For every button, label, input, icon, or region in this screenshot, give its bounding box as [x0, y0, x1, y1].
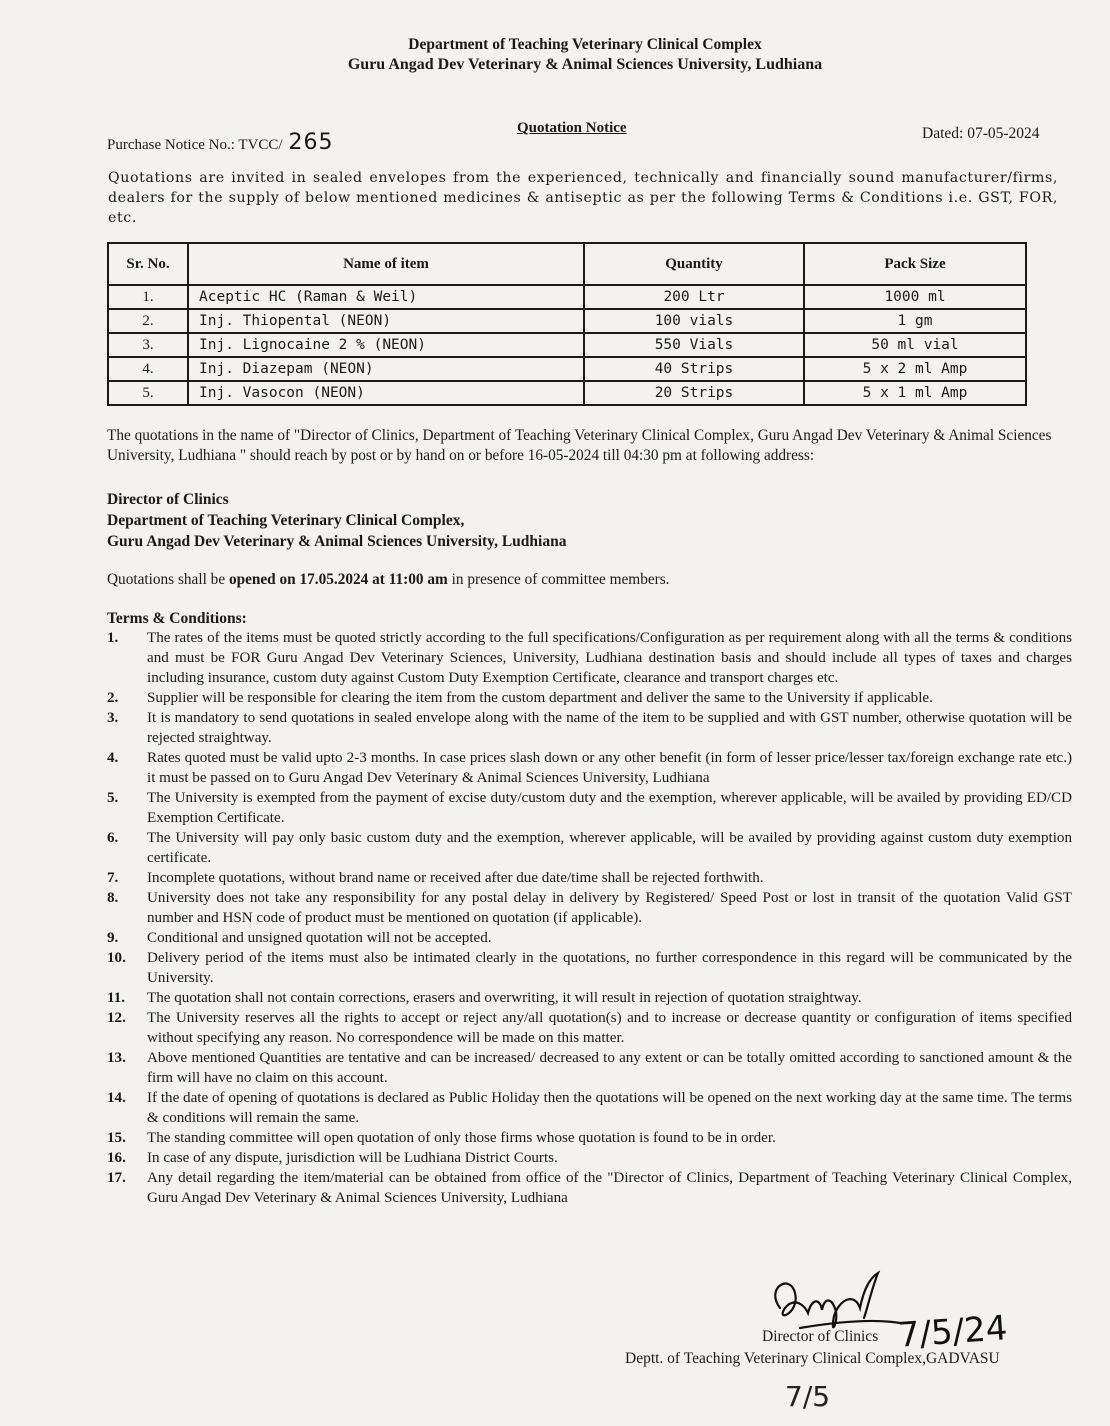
cell-sr: 3. [108, 333, 188, 357]
term-item [107, 888, 1072, 928]
term-text: Incomplete quotations, without brand name or received after due date/time shall be rejected forthwith. [147, 870, 764, 886]
cell-quantity: 40 Strips [584, 357, 804, 381]
col-header-quantity: Quantity [584, 243, 804, 285]
term-text: Delivery period of the items must also be intimated clearly in the quotations, no further correspondence in this regard will be communicated by the University. [147, 950, 1072, 986]
term-number: 2. [107, 690, 119, 706]
term-text: The University is exempted from the payment of excise duty/custom duty and the exemption, wherever applicable, will be availed by providing ED/CD Exemption Certificate. [147, 790, 1072, 826]
term-text: It is mandatory to send quotations in sealed envelope along with the name of the item to be supplied and with GST number, otherwise quotation will be rejected straightway. [147, 710, 1072, 746]
term-number: 12. [107, 1010, 126, 1026]
cell-sr: 4. [108, 357, 188, 381]
header-department: Department of Teaching Veterinary Clinical Complex [408, 36, 762, 53]
cell-pack-size: 5 x 2 ml Amp [804, 357, 1026, 381]
term-item [107, 1168, 1072, 1208]
term-item [107, 688, 1072, 708]
term-item [107, 748, 1072, 788]
term-text: The University will pay only basic custom duty and the exemption, wherever applicable, will be availed by providing against custom duty exemption certificate. [147, 830, 1072, 866]
address-line-1: Director of Clinics [107, 491, 229, 508]
term-text: In case of any dispute, jurisdiction will be Ludhiana District Courts. [147, 1150, 558, 1166]
cell-pack-size: 5 x 1 ml Amp [804, 381, 1026, 405]
intro-paragraph: Quotations are invited in sealed envelopes from the experienced, technically and financially sound manufacturer/firms, dealers for the supply of below mentioned medicines & antiseptic as per the following Terms & Conditions i.e. GST, FOR, etc. [108, 170, 1058, 226]
term-item [107, 1008, 1072, 1048]
notice-title: Quotation Notice [517, 120, 627, 136]
term-text: Supplier will be responsible for clearing the item from the custom department and deliver the same to the University if applicable. [147, 690, 933, 706]
cell-pack-size: 50 ml vial [804, 333, 1026, 357]
term-item [107, 988, 1072, 1008]
term-item [107, 1088, 1072, 1128]
term-item [107, 828, 1072, 868]
term-item [107, 708, 1072, 748]
term-number: 16. [107, 1150, 126, 1166]
term-number: 10. [107, 950, 126, 966]
term-number: 17. [107, 1170, 126, 1186]
cell-name: Inj. Vasocon (NEON) [188, 381, 584, 405]
notice-date: Dated: 07-05-2024 [922, 125, 1040, 142]
notice-number-handwritten: 265 [288, 130, 334, 155]
term-number: 1. [107, 630, 119, 646]
cell-name: Inj. Thiopental (NEON) [188, 309, 584, 333]
term-text: If the date of opening of quotations is declared as Public Holiday then the quotations will be opened on the next working day at the same time. The terms & conditions will remain the same. [147, 1090, 1072, 1126]
cell-quantity: 100 vials [584, 309, 804, 333]
term-number: 15. [107, 1130, 126, 1146]
table-header-row [108, 243, 1026, 285]
cell-name: Inj. Diazepam (NEON) [188, 357, 584, 381]
term-number: 3. [107, 710, 119, 726]
col-header-sr: Sr. No. [108, 243, 188, 285]
term-number: 9. [107, 930, 119, 946]
table-row [108, 309, 1026, 333]
cell-quantity: 20 Strips [584, 381, 804, 405]
term-text: Conditional and unsigned quotation will not be accepted. [147, 930, 492, 946]
handwritten-note: 7/5 [785, 1380, 831, 1413]
term-number: 11. [107, 990, 126, 1006]
opening-post: in presence of committee members. [447, 571, 670, 588]
term-item [107, 1048, 1072, 1088]
items-table [107, 242, 1027, 406]
term-item [107, 1128, 1072, 1148]
term-number: 6. [107, 830, 119, 846]
table-row [108, 285, 1026, 309]
signatory-title: Director of Clinics [762, 1328, 879, 1345]
term-text: University does not take any responsibility for any postal delay in delivery by Registered/ Speed Post or lost in transit of the quotation Valid GST number and HSN code of product must be mentioned on quotation (if applicable). [147, 890, 1072, 926]
term-number: 4. [107, 750, 119, 766]
terms-list [107, 628, 1072, 1208]
term-number: 14. [107, 1090, 126, 1106]
cell-quantity: 550 Vials [584, 333, 804, 357]
term-text: Any detail regarding the item/material can be obtained from office of the "Director of Clinics, Department of Teaching Veterinary Clinical Complex, Guru Angad Dev Veterinary & Animal Sciences University, Ludhiana [147, 1170, 1072, 1206]
term-number: 7. [107, 870, 119, 886]
term-text: The University reserves all the rights to accept or reject any/all quotation(s) and to increase or decrease quantity or configuration of items specified without specifying any reason. No correspondence will be made on this matter. [147, 1010, 1072, 1046]
cell-sr: 1. [108, 285, 188, 309]
address-line-2: Department of Teaching Veterinary Clinical Complex, [107, 512, 465, 529]
cell-pack-size: 1 gm [804, 309, 1026, 333]
term-item [107, 1148, 1072, 1168]
purchase-notice-number [107, 130, 334, 155]
cell-quantity: 200 Ltr [584, 285, 804, 309]
cell-sr: 2. [108, 309, 188, 333]
term-item [107, 948, 1072, 988]
term-item [107, 928, 1072, 948]
handwritten-sign-date: 7/5/24 [896, 1308, 1009, 1356]
notice-number-label: Purchase Notice No.: TVCC/ [107, 137, 283, 153]
table-row [108, 381, 1026, 405]
cell-sr: 5. [108, 381, 188, 405]
term-number: 8. [107, 890, 119, 906]
term-text: The standing committee will open quotation of only those firms whose quotation is found to be in order. [147, 1130, 776, 1146]
table-row [108, 357, 1026, 381]
col-header-name: Name of item [188, 243, 584, 285]
table-row [108, 333, 1026, 357]
terms-heading: Terms & Conditions: [107, 610, 247, 627]
opening-paragraph [107, 570, 1067, 590]
term-text: The rates of the items must be quoted strictly according to the full specifications/Configuration as per requirement along with all the terms & conditions and must be FOR Guru Angad Dev Veterinary Sciences, University, Ludhiana destination basis and should include all types of taxes and charges including insurance, custom duty against Custom Duty Exemption Certificate, clearance and transport charges etc. [147, 630, 1072, 686]
term-text: The quotation shall not contain corrections, erasers and overwriting, it will result in rejection of quotation straightway. [147, 990, 862, 1006]
cell-name: Inj. Lignocaine 2 % (NEON) [188, 333, 584, 357]
submission-paragraph: The quotations in the name of "Director of Clinics, Department of Teaching Veterinary Clinical Complex, Guru Angad Dev Veterinary & Animal Sciences University, Ludhiana " should reach by post or by hand on or before 16-05-2024 till 04:30 pm at following address: [107, 427, 1052, 464]
term-text: Above mentioned Quantities are tentative and can be increased/ decreased to any extent or can be totally omitted according to sanctioned amount & the firm will have no claim on this account. [147, 1050, 1072, 1086]
term-item [107, 868, 1072, 888]
term-number: 13. [107, 1050, 126, 1066]
address-line-3: Guru Angad Dev Veterinary & Animal Sciences University, Ludhiana [107, 533, 567, 550]
header-university: Guru Angad Dev Veterinary & Animal Sciences University, Ludhiana [347, 56, 823, 73]
cell-pack-size: 1000 ml [804, 285, 1026, 309]
col-header-pack-size: Pack Size [804, 243, 1026, 285]
opening-date: opened on 17.05.2024 at 11:00 am [228, 571, 448, 588]
opening-pre: Quotations shall be [107, 571, 229, 588]
term-item [107, 788, 1072, 828]
cell-name: Aceptic HC (Raman & Weil) [188, 285, 584, 309]
term-text: Rates quoted must be valid upto 2-3 months. In case prices slash down or any other benefit (in form of lesser price/lesser tax/foreign exchange rate etc.) it must be passed on to Guru Angad Dev Veterinary & Animal Sciences University, Ludhiana [147, 750, 1072, 786]
signatory-department: Deptt. of Teaching Veterinary Clinical Complex,GADVASU [625, 1350, 1000, 1367]
term-number: 5. [107, 790, 119, 806]
term-item [107, 628, 1072, 688]
